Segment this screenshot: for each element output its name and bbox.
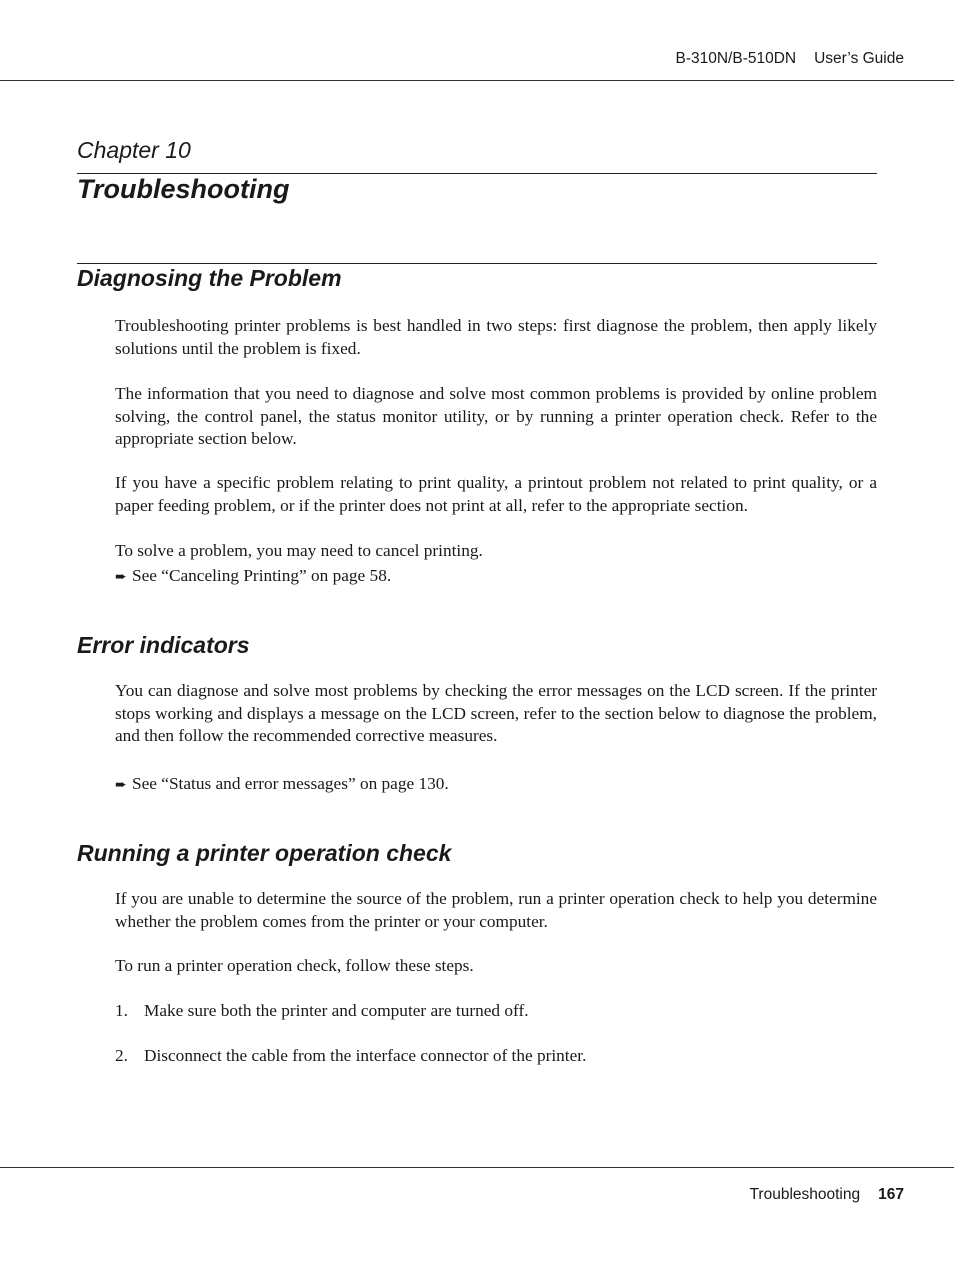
xref-text[interactable]: See “Status and error messages” on page 130. [132,774,449,793]
step-text: Disconnect the cable from the interface connector of the printer. [144,1046,587,1065]
arrow-right-icon: ➨ [115,778,127,793]
paragraph: You can diagnose and solve most problems by checking the error messages on the LCD screen. If the printer stops working and displays a message on the LCD screen, refer to the section below to diagnose the problem, and then follow the recommended corrective measures. [115,681,877,746]
paragraph: Troubleshooting printer problems is best handled in two steps: first diagnose the problem, then apply likely solutions until the problem is fixed. [115,316,877,358]
page-number: 167 [878,1186,904,1203]
running-header [676,50,905,68]
paragraph: To solve a problem, you may need to cancel printing. [115,541,483,560]
header-guide: User’s Guide [814,50,904,67]
cross-reference[interactable] [115,565,391,589]
step-number: 1. [115,1001,128,1020]
step-text: Make sure both the printer and computer are turned off. [144,1001,529,1020]
arrow-right-icon: ➨ [115,570,127,585]
cross-reference[interactable] [115,773,449,797]
paragraph: If you are unable to determine the source of the problem, run a printer operation check to help you determine whether the problem comes from the printer or your computer. [115,889,877,931]
list-item [115,1045,586,1067]
chapter-label: Chapter 10 [77,137,191,163]
paragraph: If you have a specific problem relating to print quality, a printout problem not related to print quality, or a paper feeding problem, or if the printer does not print at all, refer to the appropriate section. [115,473,877,515]
paragraph: To run a printer operation check, follow these steps. [115,956,474,975]
footer-rule [0,1167,954,1168]
list-item [115,1000,529,1022]
paragraph: The information that you need to diagnose and solve most common problems is provided by online problem solving, the control panel, the status monitor utility, or by running a printer operation check. Refer to the appropriate section below. [115,384,877,449]
running-footer [750,1186,904,1204]
section-heading-diagnosing: Diagnosing the Problem [77,265,342,291]
header-rule [0,80,954,81]
section-heading-error-indicators: Error indicators [77,632,250,658]
chapter-title: Troubleshooting [77,174,290,204]
header-model: B-310N/B-510DN [675,50,797,67]
section-heading-operation-check: Running a printer operation check [77,840,452,866]
footer-section: Troubleshooting [749,1186,861,1203]
section-rule [77,263,877,264]
step-number: 2. [115,1046,128,1065]
xref-text[interactable]: See “Canceling Printing” on page 58. [132,566,392,585]
